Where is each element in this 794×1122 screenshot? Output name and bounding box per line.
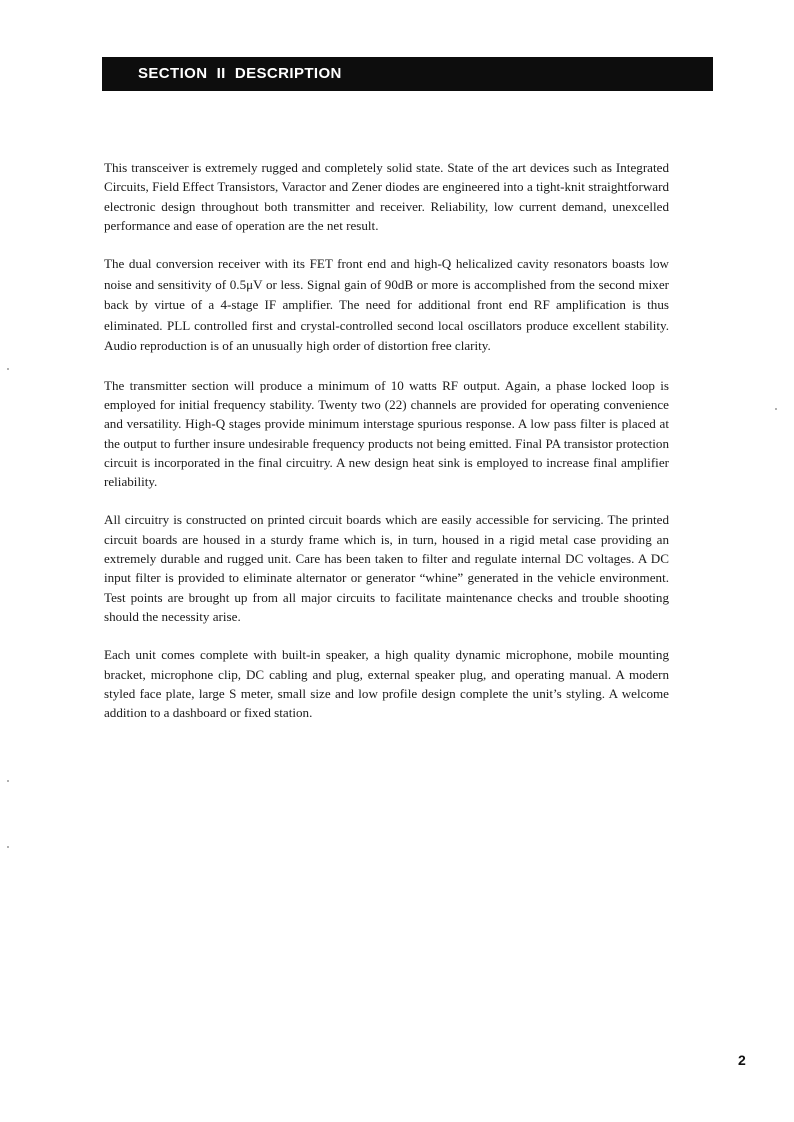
paragraph-overview: This transceiver is extremely rugged and completely solid state. State of the art devices such as Integrated Circuits, Field Effect Transistors, Varactor and Zener diodes are engineered into a tight-knit straightforward electronic design throughout both transmitter and receiver. Reliability, low current demand, unexcelled performance and ease of operation are the net result. <box>104 160 669 233</box>
paragraph-accessories: Each unit comes complete with built-in speaker, a high quality dynamic microphone, mobile mounting bracket, microphone clip, DC cabling and plug, external speaker plug, and operating manual. A modern styled face plate, large S meter, small size and low profile design complete the unit’s styling. A welcome addition to a dashboard or fixed station. <box>104 647 669 721</box>
paragraph-transmitter: The transmitter section will produce a minimum of 10 watts RF output. Again, a phase locked loop is employed for initial frequency stability. Twenty two (22) channels are provided for operating convenience and versatility. High-Q stages provide minimum interstage spurious response. A low pass filter is placed at the output to further insure undesirable frequency products not being emitted. Final PA transistor protection circuit is incorporated in the final circuitry. A new design heat sink is employed to increase final amplifier reliability. <box>104 377 669 490</box>
scan-speck <box>7 368 9 370</box>
paragraph-receiver: The dual conversion receiver with its FET front end and high-Q helicalized cavity resonators boasts low noise and sensitivity of 0.5μV or less. Signal gain of 90dB or more is accomplished from the second mixer back by virtue of a 4-stage IF amplifier. The need for additional front end RF amplification is thus eliminated. PLL controlled first and crystal-controlled second local oscillators produce excellent stability. Audio reproduction is of an unusually high order of distortion free clarity. <box>104 256 669 354</box>
paragraph-circuitry: All circuitry is constructed on printed circuit boards which are easily accessible for servicing. The printed circuit boards are housed in a sturdy frame which is, in turn, housed in a rigid metal case providing an extremely durable and rugged unit. Care has been taken to filter and regulate internal DC voltages. A DC input filter is provided to eliminate alternator or generator “whine” generated in the vehicle environment. Test points are brought up from all major circuits to facilitate maintenance checks and trouble shooting should the necessity arise. <box>104 512 669 624</box>
scan-speck <box>775 408 777 410</box>
page-number: 2 <box>738 1052 746 1068</box>
scan-speck <box>7 846 9 848</box>
description-body <box>104 158 669 741</box>
section-header-bar <box>102 57 713 91</box>
section-title: SECTION II DESCRIPTION <box>138 65 342 82</box>
scan-speck <box>7 780 9 782</box>
